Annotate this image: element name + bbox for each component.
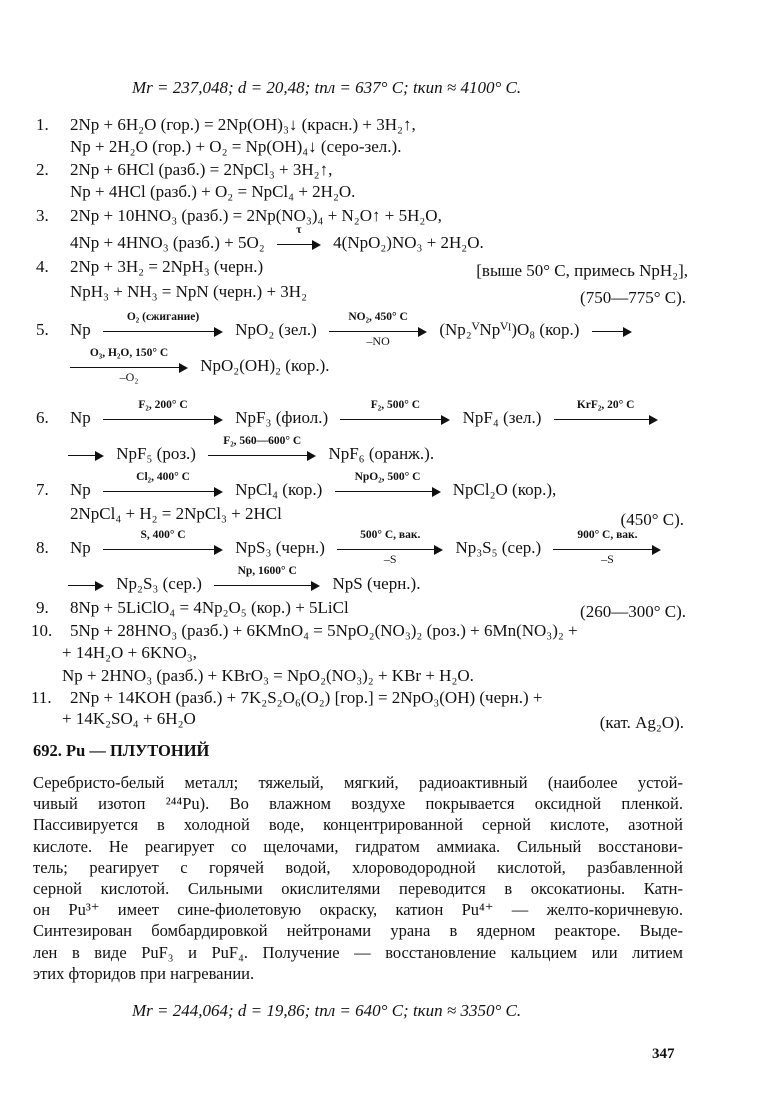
paragraph-line: Серебристо-белый металл; тяжелый, мягкий, радиоактивный (наиболее устой- <box>33 773 683 792</box>
reaction-11a: 2Np + 14KOH (разб.) + 7K₂S₂O₆(O₂) [гор.] = 2NpO₃(OH) (черн.) + <box>70 688 543 707</box>
reaction-arrow <box>208 435 316 466</box>
reaction-3b <box>70 224 484 255</box>
product: Np₃S₅ (сер.) <box>455 538 542 557</box>
reaction-3a: 2Np + 10HNO₃ (разб.) = 2Np(NO₃)₄ + N₂O↑ + 5H₂O, <box>70 206 442 225</box>
reactant: Np <box>70 408 91 427</box>
plutonium-constants: Mr = 244,064; d = 19,86; tпл = 640° C; tкип ≈ 3350° C. <box>132 1001 522 1020</box>
reaction-7b: 2NpCl₄ + H₂ = 2NpCl₃ + 2HCl <box>70 504 282 523</box>
reaction-arrow <box>68 444 104 466</box>
arrow-condition: KrF₂, 20° C <box>576 399 635 412</box>
arrow-condition: 500° C, вак. <box>360 529 421 542</box>
product: NpCl₄ (кор.) <box>235 480 323 499</box>
product: (Np₂ⱽNpⱽᴵ)O₈ (кор.) <box>439 320 580 339</box>
paragraph-line: чивый изотоп ²⁴⁴Pu). Во влажном воздухе покрывается оксидной пленкой. <box>33 794 683 814</box>
reaction-8b <box>68 565 421 596</box>
reaction-11b: + 14K₂SO₄ + 6H₂O <box>62 709 196 728</box>
neptunium-constants: Mr = 237,048; d = 20,48; tпл = 637° C; tкип ≈ 4100° C. <box>132 78 522 97</box>
reaction-2a: 2Np + 6HCl (разб.) = 2NpCl₃ + 3H₂↑, <box>70 160 333 179</box>
reaction-arrow <box>103 529 223 560</box>
reaction-4a: 2Np + 3H₂ = 2NpH₃ (черн.) <box>70 257 264 276</box>
reactant: Np <box>70 320 91 339</box>
page-number: 347 <box>652 1046 675 1062</box>
reaction-10b: + 14H₂O + 6KNO₃, <box>62 643 197 662</box>
arrow-byproduct: –S <box>383 552 397 567</box>
reaction-arrow <box>103 311 223 342</box>
reaction-arrow <box>554 399 658 430</box>
product: NpF₆ (оранж.). <box>328 444 435 463</box>
arrow-byproduct: –NO <box>366 334 390 349</box>
product: Np₂S₃ (сер.) <box>116 574 202 593</box>
reaction-9: 8Np + 5LiClO₄ = 4Np₂O₅ (кор.) + 5LiCl <box>70 598 349 617</box>
product: NpO₂(OH)₂ (кор.). <box>200 356 330 375</box>
product: NpF₃ (фиол.) <box>235 408 329 427</box>
reaction-number-11: 11. <box>31 688 52 707</box>
reaction-4b: NpH₃ + NH₃ = NpN (черн.) + 3H₂ <box>70 282 307 301</box>
arrow-condition: F₂, 200° C <box>138 399 188 412</box>
arrow-byproduct: –O₂ <box>119 370 139 385</box>
arrow-condition: 900° C, вак. <box>577 529 638 542</box>
reaction-arrow <box>592 320 632 342</box>
reaction-number-6: 6. <box>36 408 49 427</box>
reaction-arrow <box>277 224 321 255</box>
reaction-5a <box>70 311 640 349</box>
reaction-9-note: (260—300° C). <box>580 602 686 621</box>
reaction-number-8: 8. <box>36 538 49 557</box>
product: NpF₅ (роз.) <box>116 444 196 463</box>
arrow-condition: τ <box>296 224 302 237</box>
reaction-arrow <box>337 529 443 567</box>
reaction-arrow <box>103 471 223 502</box>
arrow-condition: S, 400° C <box>140 529 186 542</box>
reaction-3b-reactants: 4Np + 4HNO₃ (разб.) + 5O₂ <box>70 233 265 252</box>
reaction-4a-note: [выше 50° C, примесь NpH₂], <box>476 261 688 280</box>
product: NpO₂ (зел.) <box>235 320 317 339</box>
reaction-7a <box>70 471 557 502</box>
reactant: Np <box>70 480 91 499</box>
paragraph-line: серной кислотой. Сильными окислителями переводится в оксокатионы. Катн- <box>33 879 683 899</box>
reaction-number-1: 1. <box>36 115 49 134</box>
reaction-5b <box>70 347 330 385</box>
reaction-number-10: 10. <box>31 621 53 640</box>
arrow-condition: Cl₂, 400° C <box>136 471 190 484</box>
reaction-arrow <box>553 529 661 567</box>
paragraph-line: тель; реагирует с горячей водой, хлороводородной кислотой, разбавленной <box>33 857 683 877</box>
reaction-1a: 2Np + 6H₂O (гор.) = 2Np(OH)₃↓ (красн.) + 3H₂↑, <box>70 115 416 134</box>
reaction-arrow <box>103 399 223 430</box>
paragraph-line: Пассивируется в холодной воде, концентрированной серной кислоте, азотной <box>33 815 683 835</box>
reaction-3b-products: 4(NpO₂)NO₃ + 2H₂O. <box>333 233 484 252</box>
reaction-number-9: 9. <box>36 598 49 617</box>
reaction-1b: Np + 2H₂O (гор.) + O₂ = Np(OH)₄↓ (серо-зел.). <box>70 137 402 156</box>
arrow-condition: Np, 1600° C <box>237 565 297 578</box>
reaction-number-7: 7. <box>36 480 49 499</box>
reactant: Np <box>70 538 91 557</box>
reaction-arrow <box>340 399 450 430</box>
section-heading: 692. Pu — ПЛУТОНИЙ <box>33 741 210 760</box>
arrow-byproduct: –S <box>601 552 614 567</box>
reaction-arrow <box>214 565 320 596</box>
reaction-number-5: 5. <box>36 320 49 339</box>
reaction-6a <box>70 399 666 430</box>
arrow-condition: NpO₂, 500° C <box>354 471 421 484</box>
reaction-10c: Np + 2HNO₃ (разб.) + KBrO₃ = NpO₂(NO₃)₂ + KBr + H₂O. <box>62 666 474 685</box>
product: NpCl₂O (кор.), <box>452 480 557 499</box>
reaction-number-4: 4. <box>36 257 49 276</box>
reaction-8a <box>70 529 669 567</box>
reaction-number-2: 2. <box>36 160 49 179</box>
paragraph-line: этих фторидов при нагревании. <box>33 963 255 983</box>
product: NpS₃ (черн.) <box>235 538 325 557</box>
paragraph-line: он Pu³⁺ имеет сине-фиолетовую окраску, катион Pu⁴⁺ — желто-коричневую. <box>33 900 683 920</box>
product: NpS (черн.). <box>332 574 421 593</box>
reaction-arrow <box>335 471 441 502</box>
arrow-condition: O₂ (сжигание) <box>126 311 200 324</box>
product: NpF₄ (зел.) <box>462 408 542 427</box>
reaction-10a: 5Np + 28HNO₃ (разб.) + 6KMnO₄ = 5NpO₂(NO₃)₂ (роз.) + 6Mn(NO₃)₂ + <box>70 621 578 640</box>
reaction-arrow <box>70 347 188 385</box>
arrow-condition: F₂, 500° C <box>370 399 421 412</box>
paragraph-line: кислоте. Не реагирует со щелочами, гидратом аммиака. Сильный восстанови- <box>33 836 683 856</box>
paragraph-line: лен в виде PuF₃ и PuF₄. Получение — восстановление кальцием или литием <box>33 942 683 962</box>
arrow-condition: NO₂, 450° C <box>348 311 408 324</box>
arrow-condition: O₃, H₂O, 150° C <box>89 347 169 360</box>
reaction-arrow <box>329 311 427 349</box>
reaction-arrow <box>68 574 104 596</box>
reaction-4b-note: (750—775° C). <box>580 288 686 307</box>
arrow-condition: F₂, 560—600° C <box>223 435 302 448</box>
reaction-2b: Np + 4HCl (разб.) + O₂ = NpCl₄ + 2H₂O. <box>70 182 356 201</box>
reaction-number-3: 3. <box>36 206 49 225</box>
plutonium-description <box>33 772 683 984</box>
reaction-6b <box>68 435 435 466</box>
paragraph-line: Синтезирован бомбардировкой нейтронами урана в ядерном реакторе. Выде- <box>33 921 683 941</box>
reaction-7b-note: (450° C). <box>620 510 684 529</box>
reaction-11-note: (кат. Ag₂O). <box>599 713 684 732</box>
